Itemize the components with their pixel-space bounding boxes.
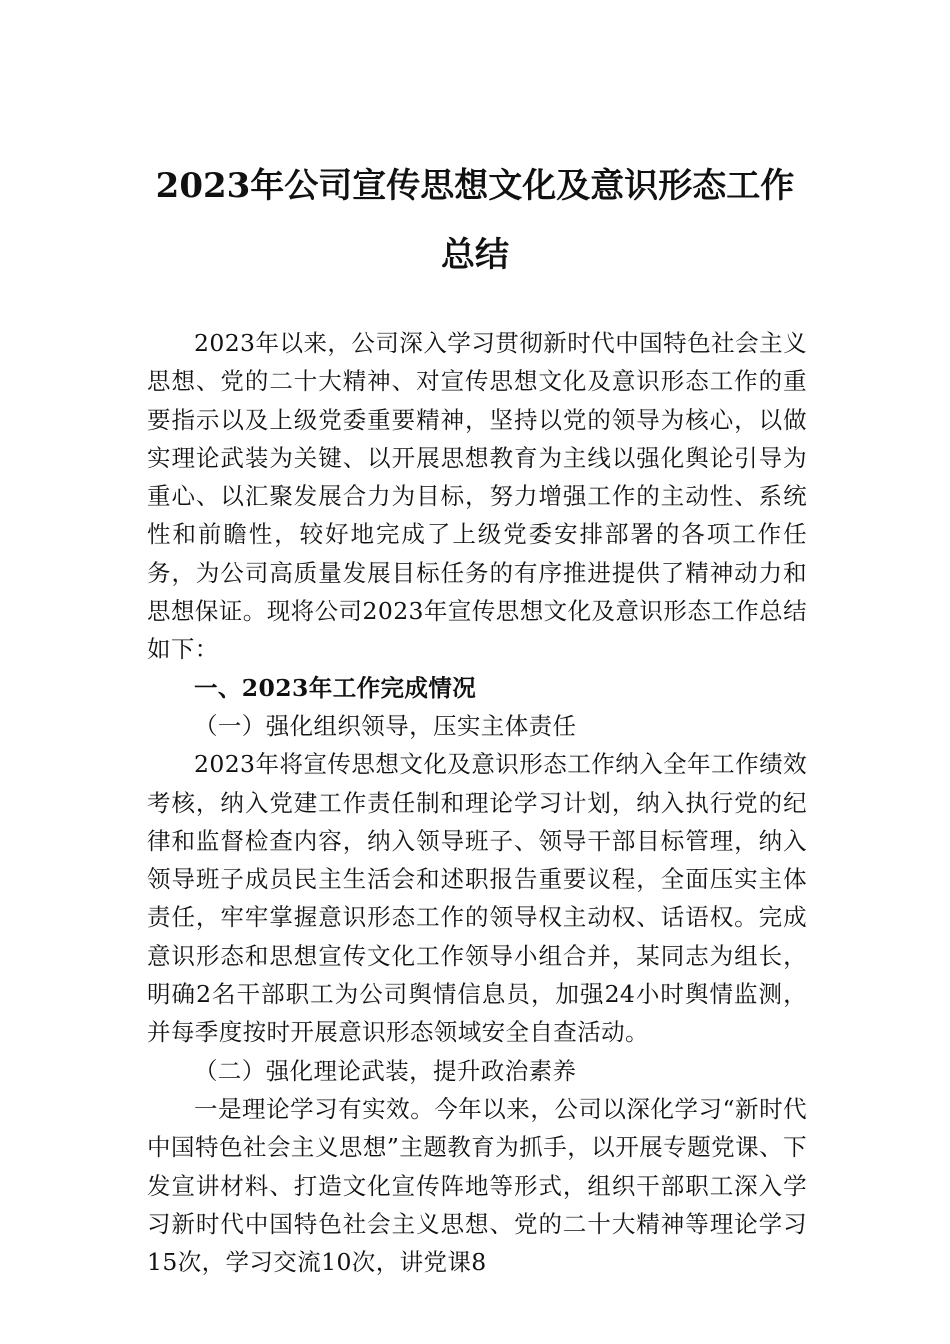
subsection-paragraph-2: 一是理论学习有实效。今年以来，公司以深化学习“新时代中国特色社会主义思想”主题教育为抓手，以开展专题党课、下发宣讲材料、打造文化宣传阵地等形式，组织干部职工深入学习新时代中国特色社会主义思想、党的二十大精神等理论学习15次，学习交流10次，讲党课8 xyxy=(147,1094,807,1277)
subsection-paragraph-1: 2023年将宣传思想文化及意识形态工作纳入全年工作绩效考核，纳入党建工作责任制和理论学习计划，纳入执行党的纪律和监督检查内容，纳入领导班子、领导干部目标管理，纳入领导班子成员民主生活会和述职报告重要议程，全面压实主体责任，牢牢掌握意识形态工作的领导权主动权、话语权。完成意识形态和思想宣传文化工作领导小组合并，某同志为组长，明确2名干部职工为公司舆情信息员，加强24小时舆情监测，并每季度按时开展意识形态领域安全自查活动。 xyxy=(147,750,807,1047)
subsection-heading-2: （二）强化理论武装，提升政治素养 xyxy=(194,1056,577,1085)
document-title-line-1: 2023年公司宣传思想文化及意识形态工作 xyxy=(155,166,795,206)
document-title-line-2: 总结 xyxy=(441,235,509,275)
intro-paragraph: 2023年以来，公司深入学习贯彻新时代中国特色社会主义思想、党的二十大精神、对宣传思想文化及意识形态工作的重要指示以及上级党委重要精神，坚持以党的领导为核心，以做实理论武装为关键、以开展思想教育为主线以强化舆论引导为重心、以汇聚发展合力为目标，努力增强工作的主动性、系统性和前瞻性，较好地完成了上级党委安排部署的各项工作任务，为公司高质量发展目标任务的有序推进提供了精神动力和思想保证。现将公司2023年宣传思想文化及意识形态工作总结如下： xyxy=(147,329,807,664)
document-body xyxy=(147,324,807,1281)
section-heading: 一、2023年工作完成情况 xyxy=(194,673,477,702)
subsection-heading-1: （一）强化组织领导，压实主体责任 xyxy=(194,711,577,740)
